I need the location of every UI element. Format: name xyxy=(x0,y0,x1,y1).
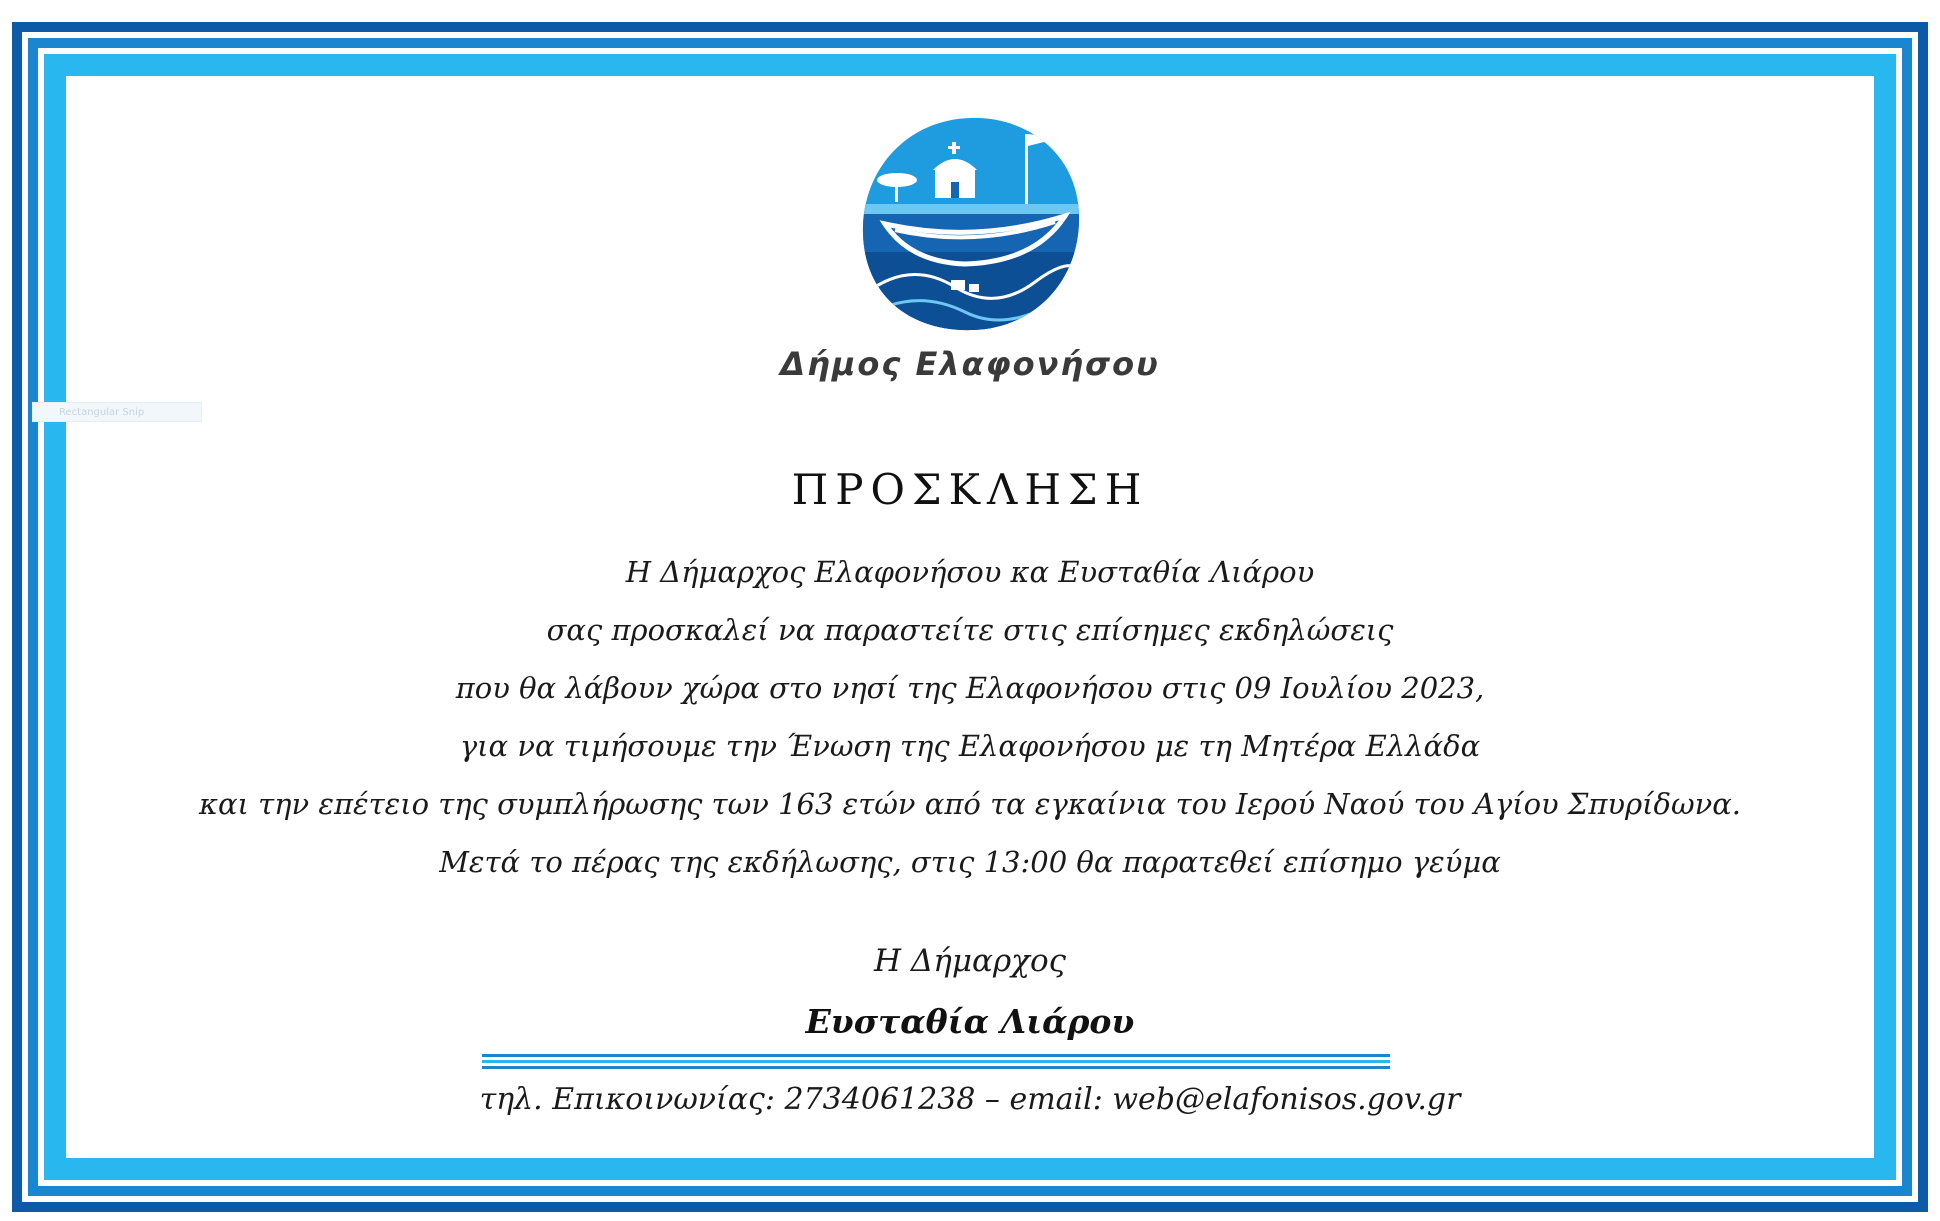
invitation-body xyxy=(70,543,1870,891)
body-line: σας προσκαλεί να παραστείτε στις επίσημες εκδηλώσεις xyxy=(546,613,1394,647)
contact-info: τηλ. Επικοινωνίας: 2734061238 – email: web@elafonisos.gov.gr xyxy=(479,1082,1461,1117)
body-line: που θα λάβουν χώρα στο νησί της Ελαφονήσου στις 09 Ιουλίου 2023, xyxy=(455,671,1485,705)
municipality-logo-icon xyxy=(855,112,1085,337)
body-line: Μετά το πέρας της εκδήλωσης, στις 13:00 θα παρατεθεί επίσημο γεύμα xyxy=(439,845,1501,879)
divider-line xyxy=(482,1066,1390,1069)
signature-name: Ευσταθία Λιάρου xyxy=(805,1002,1135,1041)
divider-line xyxy=(482,1060,1390,1063)
body-line: Η Δήμαρχος Ελαφονήσου κα Ευσταθία Λιάρου xyxy=(625,555,1315,589)
signature-role: Η Δήμαρχος xyxy=(874,943,1066,979)
invitation-title: ΠΡΟΣΚΛΗΣΗ xyxy=(791,465,1149,514)
divider-line xyxy=(482,1054,1390,1057)
rectangular-snip-label: Rectangular Snip xyxy=(32,402,202,422)
body-line: και την επέτειο της συμπλήρωσης των 163 ετών από τα εγκαίνια του Ιερού Ναού του Αγίου Σπυρίδωνα. xyxy=(198,787,1742,821)
body-line: για να τιμήσουμε την Ένωση της Ελαφονήσου με τη Μητέρα Ελλάδα xyxy=(459,729,1481,763)
municipality-name: Δήμος Ελαφονήσου xyxy=(780,345,1160,383)
